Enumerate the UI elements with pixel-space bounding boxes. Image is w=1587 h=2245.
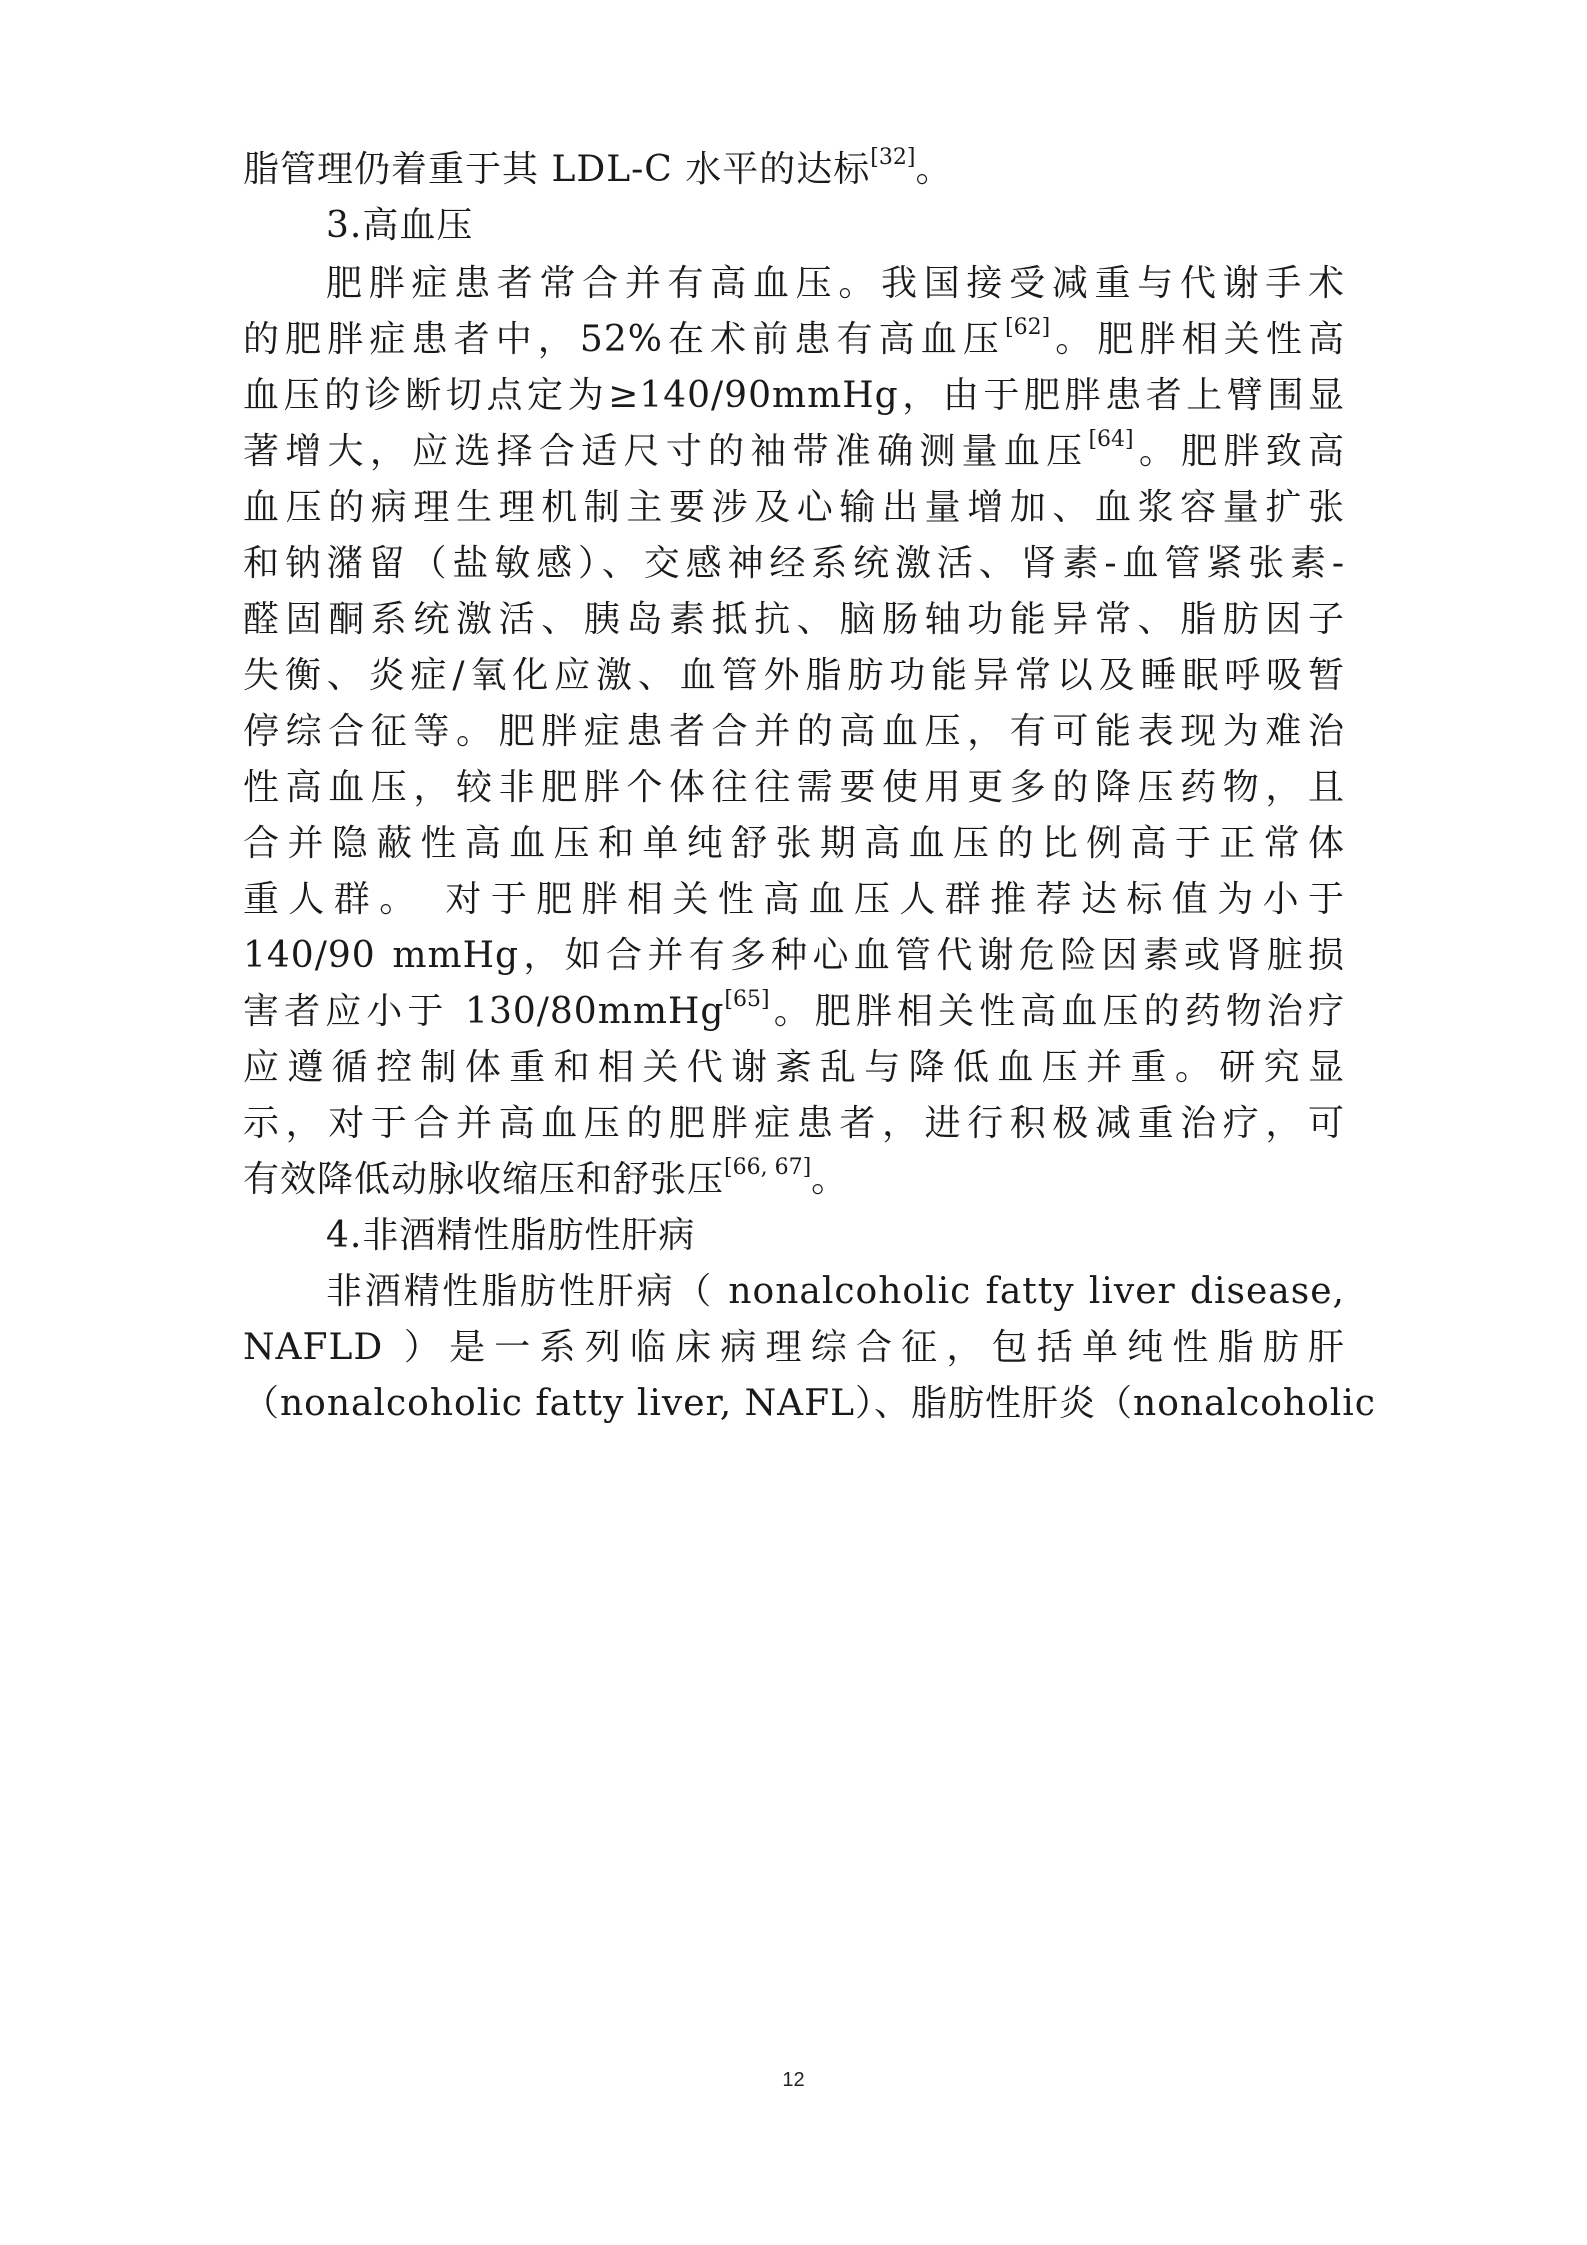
text-segment: 。	[811, 1159, 849, 1200]
text-segment: 重人群。 对于肥胖相关性高血压人群推荐达标值为小于	[243, 879, 1345, 920]
text-line	[243, 1374, 1376, 1434]
text-line	[243, 1150, 1345, 1210]
text-line	[243, 814, 1345, 874]
text-segment: 脂管理仍着重于其 LDL-C 水平的达标	[243, 149, 871, 190]
citation: [62]	[1005, 315, 1051, 340]
text-line	[243, 1038, 1345, 1098]
text-line	[243, 926, 1345, 986]
text-segment: 醛固酮系统激活、胰岛素抵抗、脑肠轴功能异常、脂肪因子	[243, 599, 1345, 640]
text-line	[243, 140, 1345, 200]
text-line	[243, 534, 1345, 594]
heading-text: 4.非酒精性脂肪性肝病	[326, 1215, 696, 1256]
text-line	[326, 254, 1345, 314]
text-line	[243, 982, 1345, 1042]
text-segment: 有效降低动脉收缩压和舒张压	[243, 1159, 725, 1200]
heading-text: 3.高血压	[326, 205, 474, 246]
text-segment: 。肥胖致高	[1133, 431, 1345, 472]
text-line	[243, 646, 1345, 706]
text-segment: 和钠潴留（盐敏感）、交感神经系统激活、肾素-血管紧张素-	[243, 543, 1345, 584]
text-segment: （nonalcoholic fatty liver, NAFL）、脂肪性肝炎（nonalcoholic	[243, 1383, 1376, 1424]
text-line	[243, 758, 1345, 818]
text-segment: 害者应小于 130/80mmHg	[243, 991, 725, 1032]
text-line	[243, 310, 1345, 370]
text-segment: 性高血压，较非肥胖个体往往需要使用更多的降压药物，且	[243, 767, 1345, 808]
text-segment: 非酒精性脂肪性肝病（ nonalcoholic fatty liver disease,	[326, 1271, 1345, 1312]
text-segment: 合并隐蔽性高血压和单纯舒张期高血压的比例高于正常体	[243, 823, 1345, 864]
section-heading	[326, 1206, 1345, 1266]
text-segment: 。	[915, 149, 953, 190]
text-segment: 的肥胖症患者中，52%在术前患有高血压	[243, 319, 1005, 360]
citation: [66, 67]	[724, 1155, 812, 1180]
text-segment: 140/90 mmHg，如合并有多种心血管代谢危险因素或肾脏损	[243, 935, 1345, 976]
citation: [64]	[1088, 427, 1134, 452]
text-line	[243, 366, 1345, 426]
text-segment: 应遵循控制体重和相关代谢紊乱与降低血压并重。研究显	[243, 1047, 1345, 1088]
text-line	[243, 478, 1345, 538]
text-segment: 。肥胖相关性高血压的药物治疗	[769, 991, 1345, 1032]
text-segment: 血压的诊断切点定为≥140/90mmHg，由于肥胖患者上臂围显	[243, 375, 1345, 416]
text-segment: 停综合征等。肥胖症患者合并的高血压，有可能表现为难治	[243, 711, 1345, 752]
section-heading	[326, 196, 1345, 256]
text-segment: 。肥胖相关性高	[1050, 319, 1345, 360]
text-line	[243, 1318, 1345, 1378]
text-line	[243, 422, 1345, 482]
text-segment: 著增大，应选择合适尺寸的袖带准确测量血压	[243, 431, 1089, 472]
page-number: 12	[782, 2069, 805, 2091]
text-line	[243, 702, 1345, 762]
text-line	[243, 590, 1345, 650]
citation: [65]	[724, 987, 770, 1012]
text-segment: 血压的病理生理机制主要涉及心输出量增加、血浆容量扩张	[243, 487, 1345, 528]
text-segment: NAFLD ）是一系列临床病理综合征，包括单纯性脂肪肝	[243, 1327, 1345, 1368]
text-segment: 示，对于合并高血压的肥胖症患者，进行积极减重治疗，可	[243, 1103, 1345, 1144]
text-line	[243, 870, 1345, 930]
text-segment: 肥胖症患者常合并有高血压。我国接受减重与代谢手术	[326, 263, 1345, 304]
text-line	[326, 1262, 1345, 1322]
text-line	[243, 1094, 1345, 1154]
text-segment: 失衡、炎症/氧化应激、血管外脂肪功能异常以及睡眠呼吸暂	[243, 655, 1345, 696]
citation: [32]	[870, 145, 916, 170]
